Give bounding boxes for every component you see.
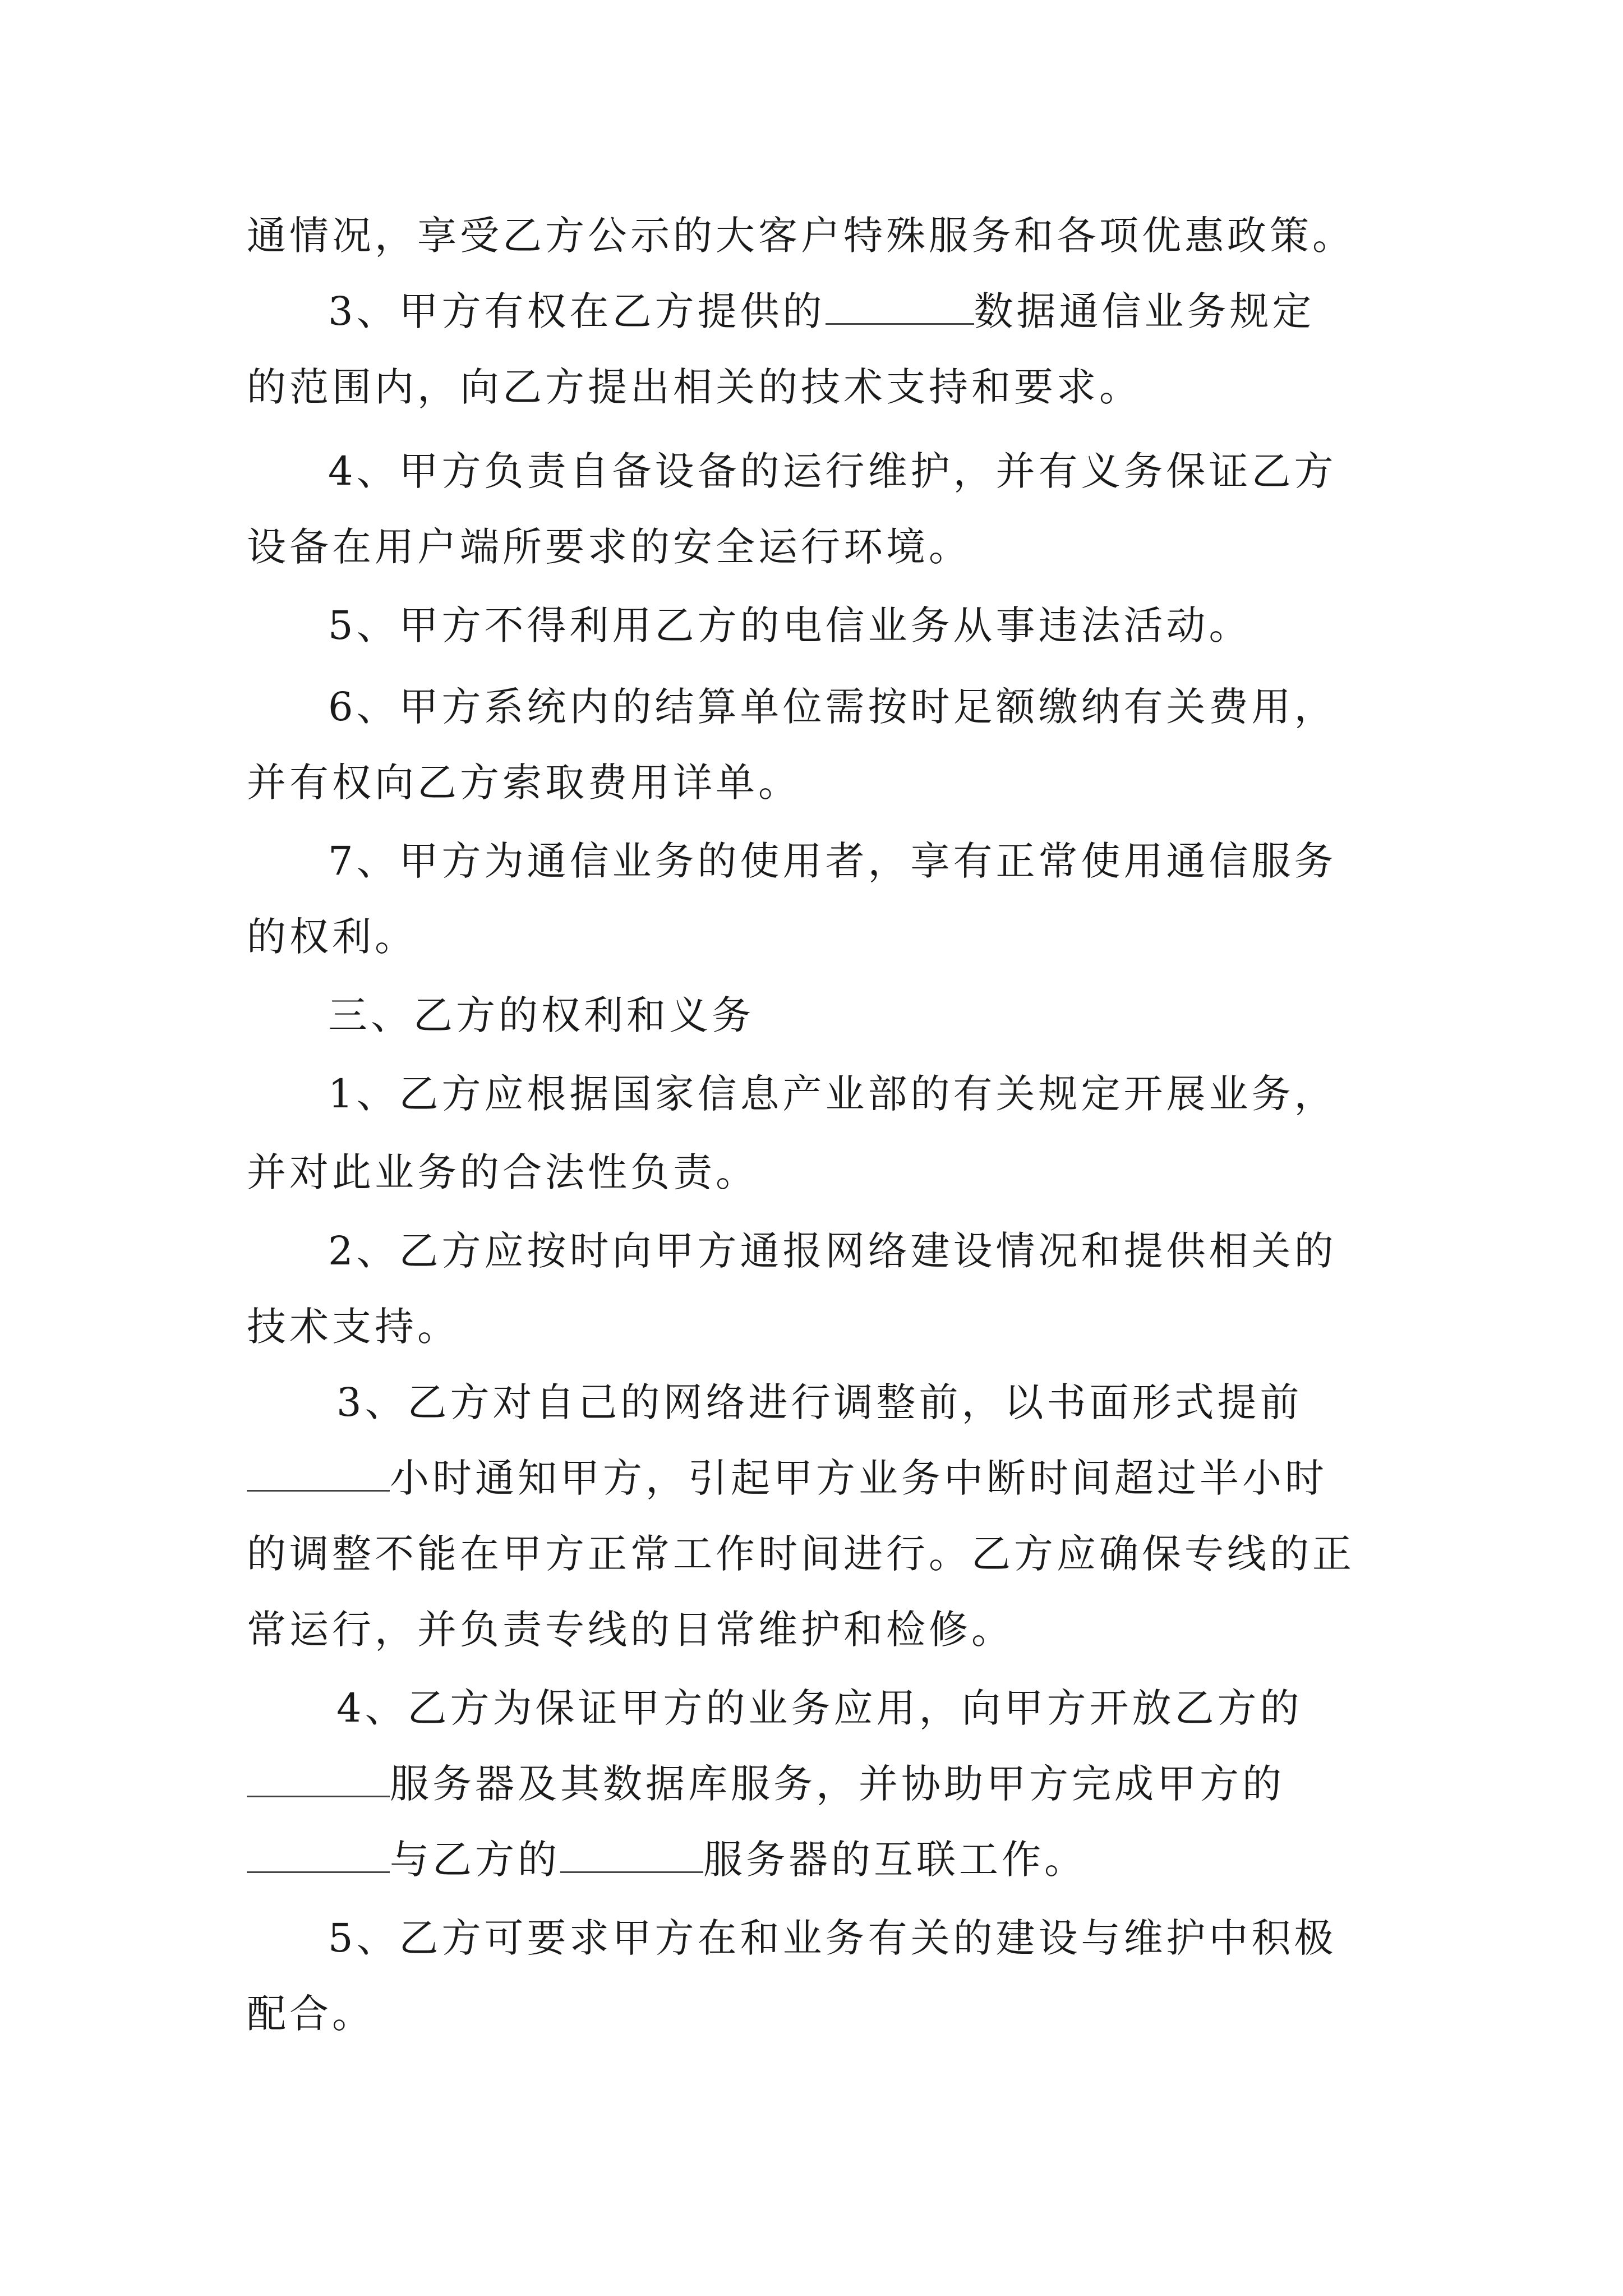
- text-line: [328, 682, 1337, 732]
- text-line: [247, 1604, 1014, 1655]
- line-text: 5、甲方不得利用乙方的电信业务从事违法活动。: [328, 602, 1252, 648]
- text-line: [247, 757, 801, 808]
- text-line: [328, 446, 1337, 496]
- line-text: 的调整不能在甲方正常工作时间进行。乙方应确保专线的正: [247, 1531, 1355, 1577]
- line-text: 小时通知甲方，引起甲方业务中断时间超过半小时: [390, 1455, 1327, 1501]
- line-text: 2、乙方应按时向甲方通报网络建设情况和提供相关的: [328, 1228, 1337, 1274]
- fill-in-blank: [247, 1838, 390, 1873]
- text-line: [247, 210, 1355, 261]
- fill-in-blank: [560, 1838, 703, 1873]
- text-line: [247, 1147, 758, 1198]
- text-line: [328, 1913, 1337, 1963]
- text-line: [247, 1453, 1327, 1503]
- fill-in-blank: [247, 1762, 390, 1797]
- line-text: 技术支持。: [247, 1304, 460, 1350]
- line-text: 数据通信业务规定: [974, 288, 1315, 334]
- text-line: [247, 1834, 1087, 1885]
- line-text: 服务器及其数据库服务，并协助甲方完成甲方的: [390, 1761, 1285, 1807]
- line-text: 服务器的互联工作。: [703, 1837, 1087, 1883]
- line-text: 7、甲方为通信业务的使用者，享有正常使用通信服务: [328, 838, 1337, 884]
- line-text: 3、乙方对自己的网络进行调整前，以书面形式提前: [336, 1379, 1303, 1425]
- line-text: 配合。: [247, 1991, 375, 2037]
- text-line: [328, 1226, 1337, 1276]
- text-line: [247, 912, 417, 962]
- line-text: 1、乙方应根据国家信息产业部的有关规定开展业务，: [328, 1071, 1337, 1117]
- text-line: [336, 1683, 1303, 1733]
- text-line: [328, 836, 1337, 886]
- line-text: 设备在用户端所要求的安全运行环境。: [247, 524, 971, 570]
- line-text: 4、乙方为保证甲方的业务应用，向甲方开放乙方的: [336, 1685, 1303, 1731]
- text-line: [336, 1377, 1303, 1428]
- fill-in-blank: [826, 289, 974, 325]
- line-text: 3、甲方有权在乙方提供的: [328, 288, 826, 334]
- text-line: [247, 1529, 1355, 1579]
- text-line: [247, 522, 971, 572]
- text-line: [247, 362, 1142, 412]
- text-line: [328, 286, 1315, 337]
- line-text: 三、乙方的权利和义务: [328, 992, 754, 1038]
- text-line: [247, 1989, 375, 2039]
- line-text: 4、甲方负责自备设备的运行维护，并有义务保证乙方: [328, 448, 1337, 494]
- line-text: 的权利。: [247, 914, 417, 960]
- line-text: 并有权向乙方索取费用详单。: [247, 760, 801, 806]
- fill-in-blank: [247, 1456, 390, 1492]
- text-line: [247, 1301, 460, 1352]
- line-text: 5、乙方可要求甲方在和业务有关的建设与维护中积极: [328, 1915, 1337, 1961]
- line-text: 并对此业务的合法性负责。: [247, 1149, 758, 1195]
- section-heading: [328, 990, 754, 1041]
- line-text: 常运行，并负责专线的日常维护和检修。: [247, 1607, 1014, 1653]
- line-text: 的范围内，向乙方提出相关的技术支持和要求。: [247, 364, 1142, 410]
- text-line: [247, 1759, 1285, 1809]
- line-text: 通情况，享受乙方公示的大客户特殊服务和各项优惠政策。: [247, 213, 1355, 259]
- line-text: 6、甲方系统内的结算单位需按时足额缴纳有关费用，: [328, 684, 1337, 730]
- line-text: 与乙方的: [390, 1837, 560, 1883]
- text-line: [328, 1069, 1337, 1119]
- text-line: [328, 600, 1252, 651]
